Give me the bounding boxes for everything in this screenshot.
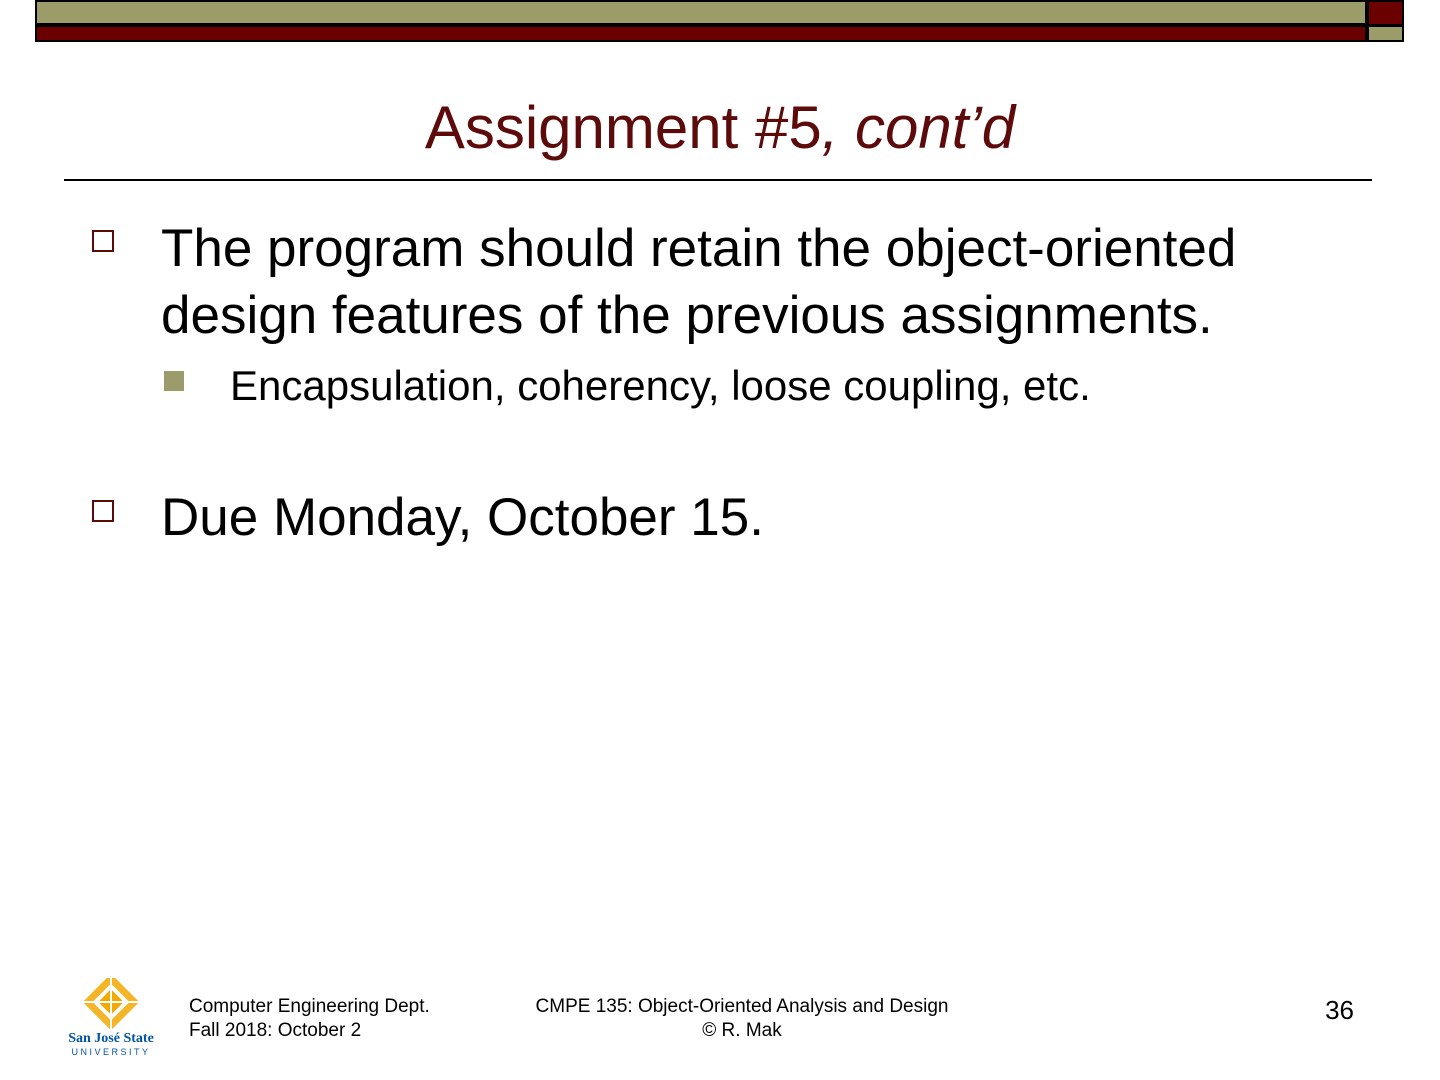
bullet-1-sub-1: Encapsulation, coherency, loose coupling, etc. xyxy=(230,362,1091,409)
bullet-box-icon xyxy=(92,230,114,252)
title-divider xyxy=(64,179,1372,181)
bullet-1-line-1: The program should retain the object-oriented xyxy=(161,219,1237,278)
slide-title-main: Assignment #5 xyxy=(424,94,822,161)
header-bar-olive xyxy=(35,0,1367,25)
page-number: 36 xyxy=(1325,995,1354,1025)
sub-bullet-square-icon xyxy=(164,371,184,391)
header-square-maroon xyxy=(1367,0,1404,26)
sjsu-logo xyxy=(64,978,158,1058)
bullet-1-line-2: design features of the previous assignments. xyxy=(161,286,1213,345)
bullet-box-icon xyxy=(92,500,114,522)
slide-title-italic: , cont’d xyxy=(821,94,1016,161)
sjsu-logo-text-2: UNIVERSITY xyxy=(71,1047,151,1057)
sjsu-logo-mark xyxy=(83,978,140,1030)
footer-author: © R. Mak xyxy=(702,1020,782,1041)
footer-course: CMPE 135: Object-Oriented Analysis and Design xyxy=(535,996,949,1017)
bullet-2-line-1: Due Monday, October 15. xyxy=(161,488,764,547)
slide-title xyxy=(0,92,1440,164)
header-square-olive xyxy=(1367,25,1404,42)
footer-term: Fall 2018: October 2 xyxy=(189,1020,362,1041)
sjsu-logo-text-1: San José State xyxy=(68,1031,154,1046)
footer-dept: Computer Engineering Dept. xyxy=(189,996,430,1017)
header-bar-maroon xyxy=(35,25,1367,42)
